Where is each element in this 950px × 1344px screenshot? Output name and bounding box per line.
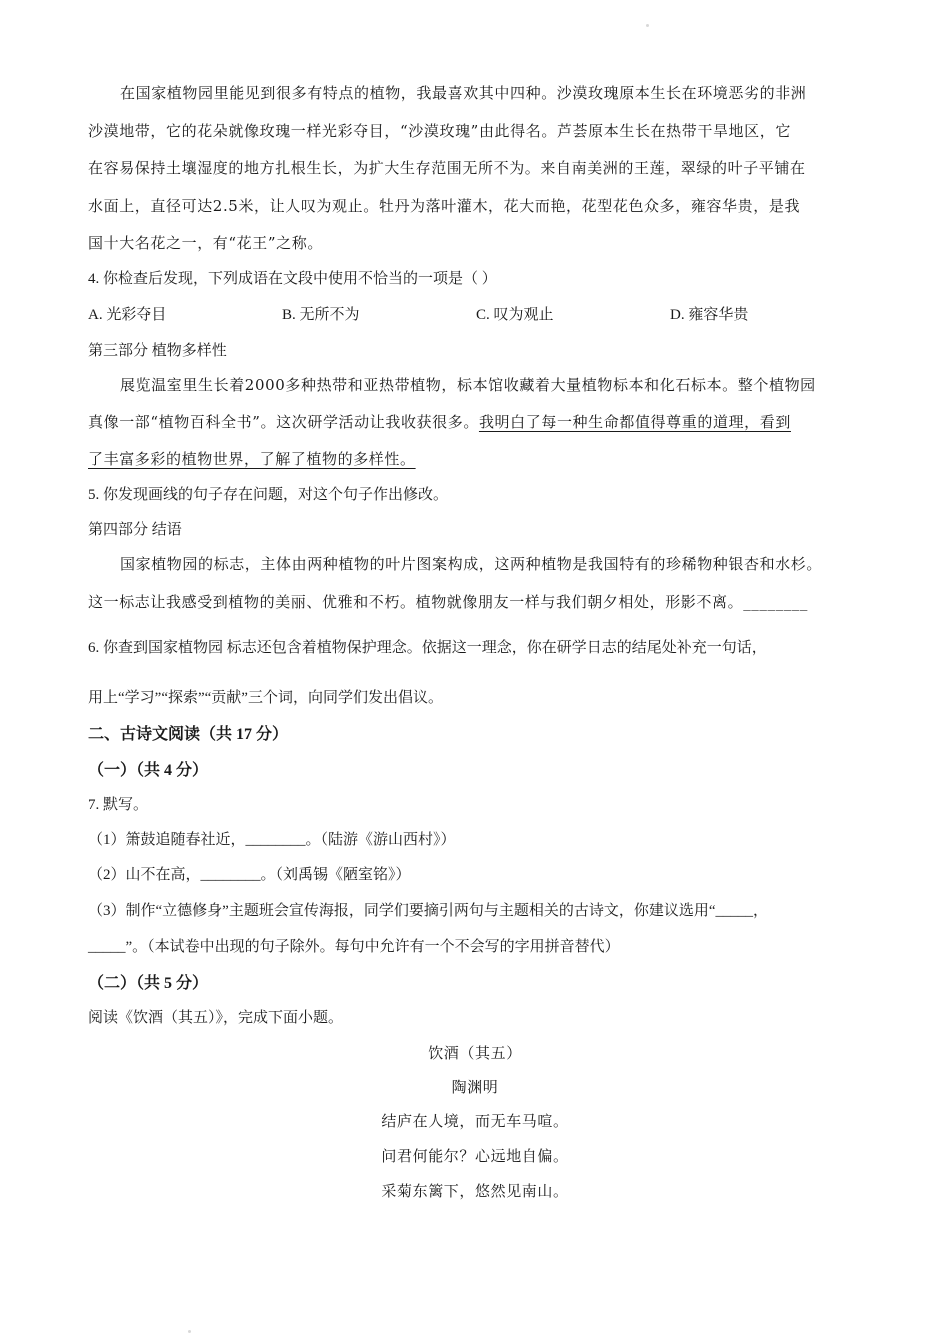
underlined-sentence: 我明白了每一种生命都值得尊重的道理，看到 — [478, 413, 791, 431]
passage-line: 在国家植物园里能见到很多有特点的植物，我最喜欢其中四种。沙漠玫瑰原本生长在环境恶劣的非洲 — [120, 84, 807, 102]
scan-speck — [646, 24, 649, 27]
passage-line: 水面上，直径可达2.5米，让人叹为观止。牡丹为落叶灌木，花大而艳，花型花色众多，雍容华贵，是我 — [88, 197, 801, 215]
passage-line: 这一标志让我感受到植物的美丽、优雅和不朽。植物就像朋友一样与我们朝夕相处，形影不离。________ — [88, 593, 809, 611]
subsection-1-heading: （一）（共 4 分） — [88, 762, 209, 779]
option-b: B. 无所不为 — [282, 307, 360, 323]
scan-speck — [188, 1330, 191, 1333]
poem-author: 陶渊明 — [451, 1078, 499, 1096]
passage-line: 沙漠地带，它的花朵就像玫瑰一样光彩夺目，“沙漠玫瑰”由此得名。芦荟原本生长在热带干旱地区，它 — [88, 122, 791, 140]
poem-title: 饮酒（其五） — [428, 1044, 522, 1062]
option-a: A. 光彩夺目 — [88, 307, 167, 323]
question-6-line: 用上“学习”“探索”“贡献”三个词，向同学们发出倡议。 — [88, 690, 443, 706]
poem-line: 结庐在人境，而无车马喧。 — [381, 1112, 569, 1130]
question-7-item: （2）山不在高，________。（刘禹锡《陋室铭》） — [88, 867, 411, 883]
section-2-heading: 二、古诗文阅读（共 17 分） — [88, 726, 289, 743]
underlined-sentence: 了丰富多彩的植物世界，了解了植物的多样性。 — [88, 450, 416, 468]
option-c: C. 叹为观止 — [476, 307, 554, 323]
option-d: D. 雍容华贵 — [670, 307, 749, 323]
part-4-heading: 第四部分 结语 — [88, 522, 182, 538]
subsection-2-heading: （二）（共 5 分） — [88, 975, 209, 992]
passage-line — [88, 448, 863, 469]
passage-line: 展览温室里生长着2000多种热带和亚热带植物，标本馆收藏着大量植物标本和化石标本。整个植物园 — [120, 376, 816, 394]
question-6-line: 6. 你查到国家植物园 标志还包含着植物保护理念。依据这一理念，你在研学日志的结尾处补充一句话， — [88, 640, 767, 656]
part-3-heading: 第三部分 植物多样性 — [88, 343, 227, 359]
passage-line: 国十大名花之一，有“花王”之称。 — [88, 234, 323, 252]
plain-text: 真像一部“植物百科全书”。这次研学活动让我收获很多。 — [88, 413, 479, 431]
passage-line — [88, 411, 863, 432]
question-7-stem: 7. 默写。 — [88, 797, 149, 813]
question-7-item: _____”。（本试卷中出现的句子除外。每句中允许有一个不会写的字用拼音替代） — [88, 939, 620, 955]
question-4-stem: 4. 你检查后发现，下列成语在文段中使用不恰当的一项是（ ） — [88, 271, 497, 287]
reading-intro: 阅读《饮酒（其五）》，完成下面小题。 — [88, 1010, 344, 1026]
question-7-item: （1）箫鼓追随春社近，________。（陆游《游山西村》） — [88, 832, 456, 848]
question-4-options — [88, 303, 863, 323]
passage-line: 国家植物园的标志，主体由两种植物的叶片图案构成，这两种植物是我国特有的珍稀物种银杏和水杉。 — [120, 555, 823, 573]
poem-line: 问君何能尔？心远地自偏。 — [381, 1147, 569, 1165]
passage-line: 在容易保持土壤湿度的地方扎根生长，为扩大生存范围无所不为。来自南美洲的王莲，翠绿的叶子平铺在 — [88, 159, 806, 177]
question-7-item: （3）制作“立德修身”主题班会宣传海报，同学们要摘引两句与主题相关的古诗文，你建议选用“_____， — [88, 903, 768, 919]
poem-line: 采菊东篱下，悠然见南山。 — [381, 1182, 569, 1200]
question-5-stem: 5. 你发现画线的句子存在问题，对这个句子作出修改。 — [88, 487, 449, 503]
